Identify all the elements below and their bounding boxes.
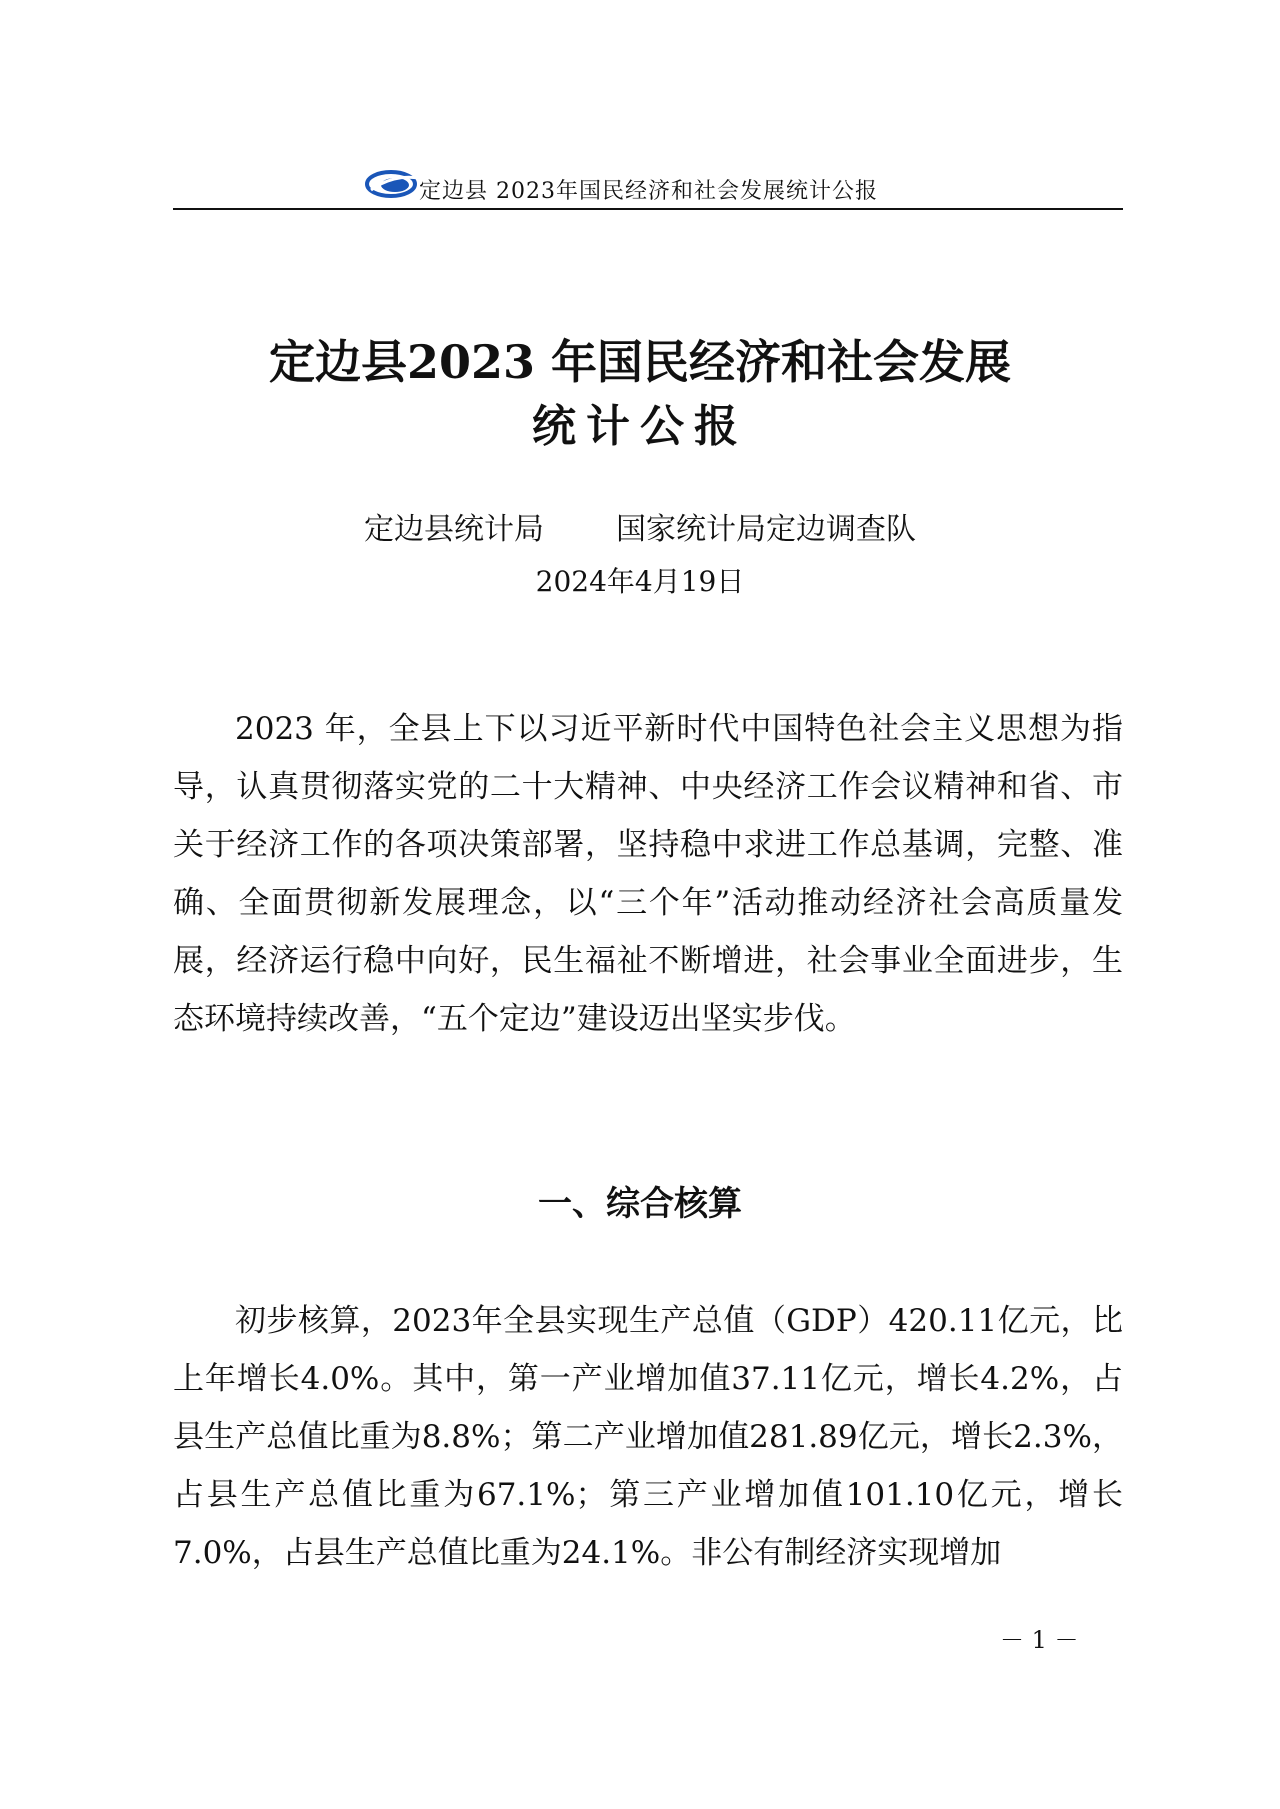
publication-date: 2024年4月19日 (535, 565, 745, 598)
document-title-line-1: 定边县2023 年国民经济和社会发展 (268, 335, 1012, 389)
section-heading: 一、综合核算 (538, 1184, 742, 1224)
intro-paragraph (173, 700, 1123, 1048)
statistics-bureau-logo-icon (363, 168, 425, 200)
page-number: － 1 － (1000, 1626, 1079, 1654)
running-header (173, 160, 1123, 210)
section-1-paragraph (173, 1292, 1123, 1582)
issuer-survey-team: 国家统计局定边调查队 (616, 512, 916, 547)
issuer-county-statistics-bureau: 定边县统计局 (364, 512, 544, 547)
section-1-paragraph-text: 初步核算，2023年全县实现生产总值（GDP）420.11亿元，比上年增长4.0%。其中，第一产业增加值37.11亿元，增长4.2%，占县生产总值比重为8.8%；第二产业增加值281.89亿元，增长2.3%，占县生产总值比重为67.1%；第三产业增加值101.10亿元，增长7.0%，占县生产总值比重为24.1%。非公有制经济实现增加 (173, 1303, 1123, 1571)
running-header-text: 定边县 2023年国民经济和社会发展统计公报 (419, 179, 878, 204)
intro-paragraph-text: 2023 年，全县上下以习近平新时代中国特色社会主义思想为指导，认真贯彻落实党的二十大精神、中央经济工作会议精神和省、市关于经济工作的各项决策部署，坚持稳中求进工作总基调，完整、准确、全面贯彻新发展理念，以“三个年”活动推动经济社会高质量发展，经济运行稳中向好，民生福祉不断增进，社会事业全面进步，生态环境持续改善，“五个定边”建设迈出坚实步伐。 (173, 711, 1123, 1037)
document-title-line-2: 统计公报 (532, 401, 748, 452)
issuing-agencies (0, 504, 1280, 548)
